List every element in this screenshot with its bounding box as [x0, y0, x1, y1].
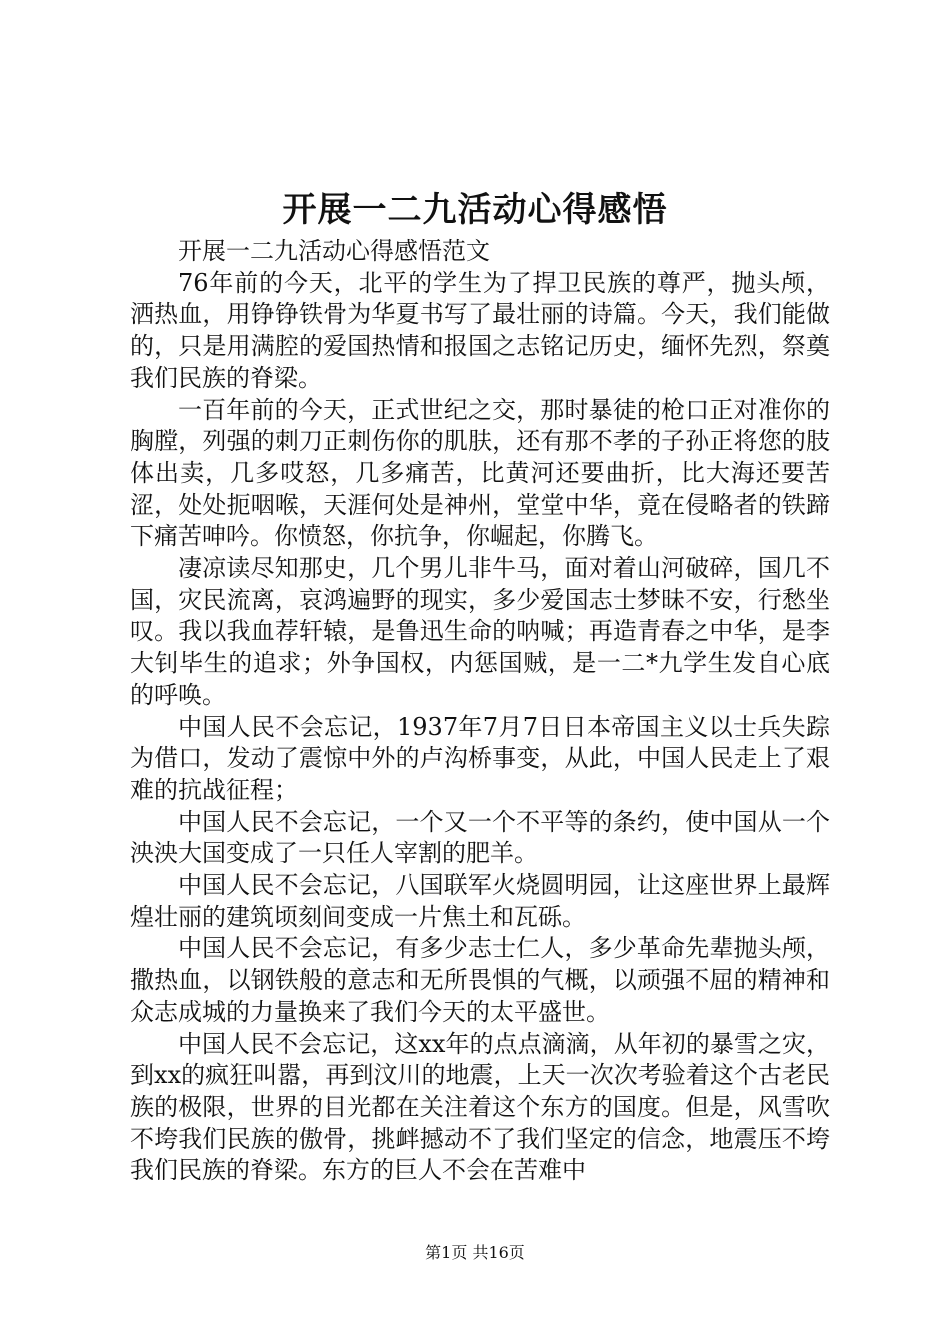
paragraph: 76年前的今天，北平的学生为了捍卫民族的尊严，抛头颅，洒热血，用铮铮铁骨为华夏书写了最壮丽的诗篇。今天，我们能做的，只是用满腔的爱国热情和报国之志铭记历史，缅怀先烈，祭奠我们民族的脊梁。	[130, 268, 830, 392]
paragraph: 凄凉读尽知那史，几个男儿非牛马，面对着山河破碎，国几不国，灾民流离，哀鸿遍野的现实，多少爱国志士梦昧不安，行愁坐叹。我以我血荐轩辕，是鲁迅生命的呐喊；再造青春之中华，是李大钊毕生的追求；外争国权，内惩国贼，是一二*九学生发自心底的呼唤。	[130, 554, 830, 709]
paragraph: 中国人民不会忘记，一个又一个不平等的条约，使中国从一个泱泱大国变成了一只任人宰割的肥羊。	[130, 807, 830, 868]
page-title: 开展一二九活动心得感悟	[282, 190, 668, 230]
page-footer: 第1页 共16页	[425, 1243, 525, 1262]
paragraph-subtitle: 开展一二九活动心得感悟范文	[178, 237, 490, 265]
paragraph: 一百年前的今天，正式世纪之交，那时暴徒的枪口正对准你的胸膛，列强的刺刀正刺伤你的肌肤，还有那不孝的子孙正将您的肢体出卖，几多哎怒，几多痛苦，比黄河还要曲折，比大海还要苦涩，处处扼咽喉，天涯何处是神州，堂堂中华，竟在侵略者的铁蹄下痛苦呻吟。你愤怒，你抗争，你崛起，你腾飞。	[130, 395, 830, 551]
paragraph: 中国人民不会忘记，1937年7月7日日本帝国主义以士兵失踪为借口，发动了震惊中外的卢沟桥事变，从此，中国人民走上了艰难的抗战征程；	[130, 712, 830, 804]
paragraph: 中国人民不会忘记，有多少志士仁人，多少革命先辈抛头颅，撒热血，以钢铁般的意志和无所畏惧的气概，以顽强不屈的精神和众志成城的力量换来了我们今天的太平盛世。	[130, 934, 830, 1026]
document-body	[130, 236, 830, 1187]
paragraph: 中国人民不会忘记，八国联军火烧圆明园，让这座世界上最辉煌壮丽的建筑顷刻间变成一片焦土和瓦砾。	[130, 871, 830, 931]
paragraph: 中国人民不会忘记，这xx年的点点滴滴，从年初的暴雪之灾，到xx的疯狂叫嚣，再到汶川的地震，上天一次次考验着这个古老民族的极限，世界的目光都在关注着这个东方的国度。但是，风雪吹不垮我们民族的傲骨，挑衅撼动不了我们坚定的信念，地震压不垮我们民族的脊梁。东方的巨人不会在苦难中	[130, 1029, 830, 1185]
